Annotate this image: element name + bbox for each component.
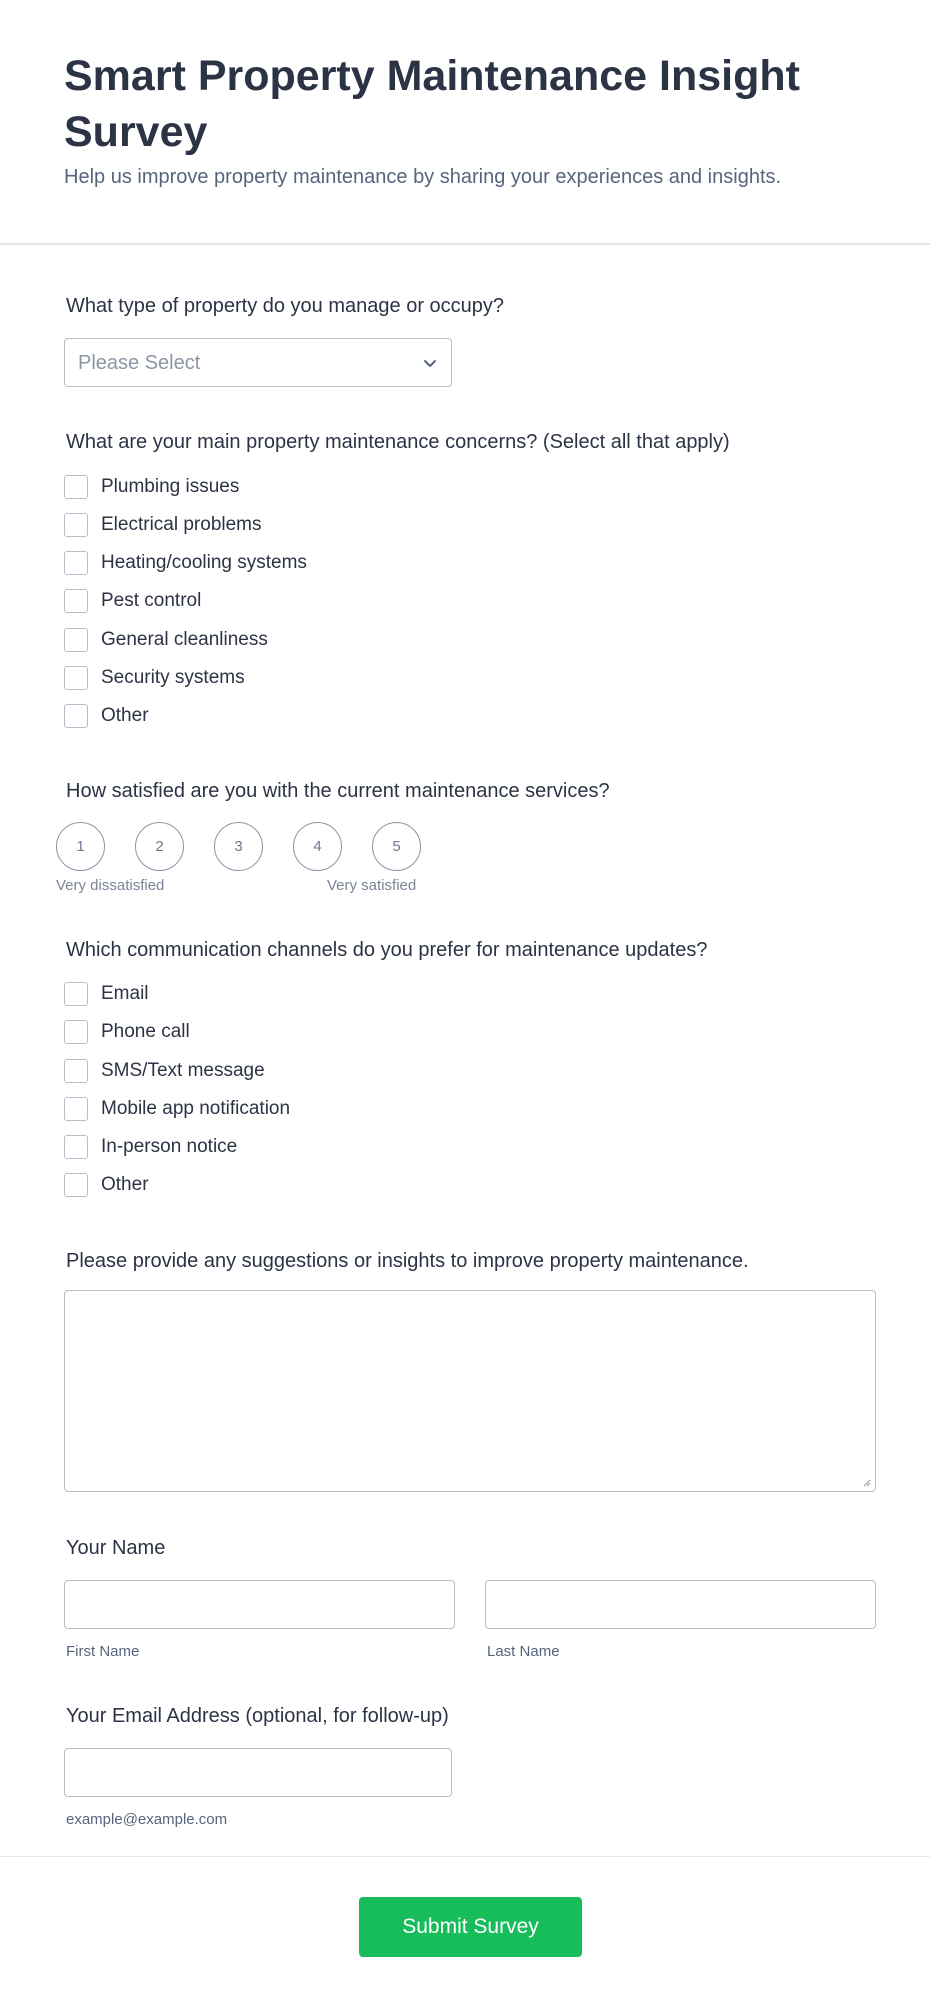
checkbox-label: SMS/Text message xyxy=(101,1060,265,1081)
rating-option-1[interactable]: 1 xyxy=(56,822,105,871)
email-sublabel: example@example.com xyxy=(66,1811,228,1828)
checkbox-label: General cleanliness xyxy=(101,629,268,650)
rating-option-4[interactable]: 4 xyxy=(293,822,342,871)
checkbox-label: Other xyxy=(101,1174,149,1195)
property-type-label: What type of property do you manage or occupy? xyxy=(66,295,505,317)
form-header xyxy=(0,0,930,245)
checkbox-label: Phone call xyxy=(101,1021,190,1042)
property-type-placeholder: Please Select xyxy=(78,352,201,374)
last-name-input[interactable] xyxy=(485,1580,876,1629)
checkbox[interactable] xyxy=(64,982,88,1006)
checkbox[interactable] xyxy=(64,513,88,537)
footer-divider xyxy=(0,1856,930,1857)
checkbox[interactable] xyxy=(64,1020,88,1044)
rating-option-5[interactable]: 5 xyxy=(372,822,421,871)
first-name-input[interactable] xyxy=(64,1580,455,1629)
checkbox[interactable] xyxy=(64,666,88,690)
rating-option-3[interactable]: 3 xyxy=(214,822,263,871)
suggestions-label: Please provide any suggestions or insights to improve property maintenance. xyxy=(66,1250,749,1272)
suggestions-textarea[interactable] xyxy=(64,1290,876,1492)
checkbox[interactable] xyxy=(64,475,88,499)
checkbox[interactable] xyxy=(64,628,88,652)
checkbox-label: Security systems xyxy=(101,667,245,688)
checkbox-label: Pest control xyxy=(101,590,202,611)
chevron-down-icon xyxy=(421,354,439,372)
checkbox-label: Other xyxy=(101,705,149,726)
submit-button[interactable]: Submit Survey xyxy=(359,1897,582,1957)
checkbox-label: Email xyxy=(101,983,149,1004)
checkbox-label: In-person notice xyxy=(101,1136,238,1157)
name-label: Your Name xyxy=(66,1537,166,1559)
checkbox[interactable] xyxy=(64,1135,88,1159)
satisfaction-label: How satisfied are you with the current maintenance services? xyxy=(66,780,610,802)
checkbox[interactable] xyxy=(64,1173,88,1197)
checkbox[interactable] xyxy=(64,704,88,728)
checkbox-label: Plumbing issues xyxy=(101,476,240,497)
email-label: Your Email Address (optional, for follow-up) xyxy=(66,1705,449,1727)
last-name-sublabel: Last Name xyxy=(487,1643,560,1660)
property-type-select[interactable] xyxy=(64,338,452,387)
first-name-sublabel: First Name xyxy=(66,1643,140,1660)
concerns-label: What are your main property maintenance concerns? (Select all that apply) xyxy=(66,431,730,453)
rating-low-label: Very dissatisfied xyxy=(56,877,165,894)
checkbox-label: Electrical problems xyxy=(101,514,262,535)
checkbox-label: Heating/cooling systems xyxy=(101,552,307,573)
checkbox-label: Mobile app notification xyxy=(101,1098,291,1119)
checkbox[interactable] xyxy=(64,589,88,613)
resize-grip-icon[interactable] xyxy=(862,1478,871,1487)
page-title: Smart Property Maintenance Insight Survey xyxy=(64,52,800,156)
checkbox[interactable] xyxy=(64,551,88,575)
email-input[interactable] xyxy=(64,1748,452,1797)
channels-label: Which communication channels do you prefer for maintenance updates? xyxy=(66,939,708,961)
checkbox[interactable] xyxy=(64,1097,88,1121)
rating-high-label: Very satisfied xyxy=(327,877,417,894)
checkbox[interactable] xyxy=(64,1059,88,1083)
rating-option-2[interactable]: 2 xyxy=(135,822,184,871)
page-subtitle: Help us improve property maintenance by sharing your experiences and insights. xyxy=(64,166,782,188)
